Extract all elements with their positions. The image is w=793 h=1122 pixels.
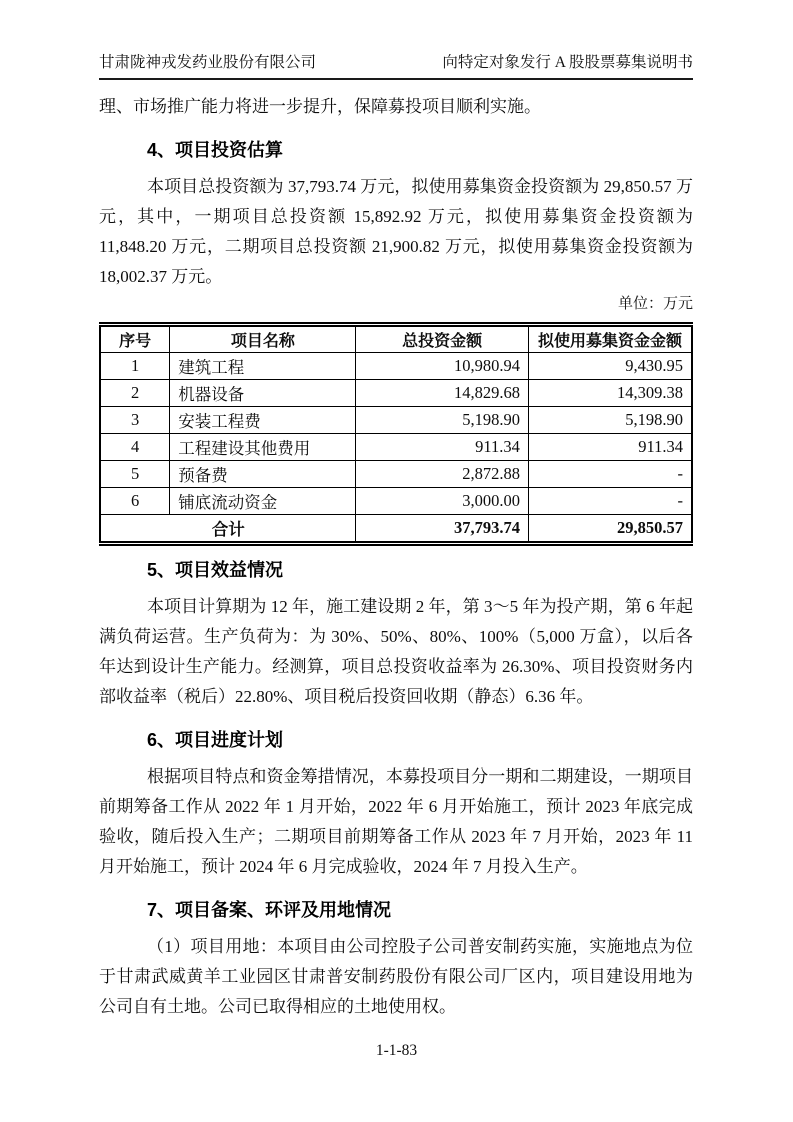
section-heading-6: 6、项目进度计划: [147, 730, 284, 750]
col-header-total-investment: 总投资金额: [356, 325, 529, 353]
cell-total-investment: 5,198.90: [356, 407, 529, 434]
section-7-paragraph: （1）项目用地：本项目由公司控股子公司普安制药实施，实施地点为位于甘肃武威黄羊工业园区甘肃普安制药股份有限公司厂区内，项目建设用地为公司自有土地。公司已取得相应的土地使用权。: [99, 937, 693, 1016]
section-5-paragraph: 本项目计算期为 12 年，施工建设期 2 年，第 3～5 年为投产期，第 6 年起满负荷运营。生产负荷为：为 30%、50%、80%、100%（5,000 万盒），以后各年达到设计生产能力。经测算，项目总投资收益率为 26.30%、项目投资财务内部收益率（税后）22.80%、项目税后投资回收期（静态）6.36 年。: [99, 597, 693, 706]
investment-estimate-table: [99, 322, 693, 546]
cell-project-name: 安装工程费: [170, 407, 356, 434]
cell-project-name: 工程建设其他费用: [170, 434, 356, 461]
page-number: 1-1-83: [375, 1042, 418, 1059]
table-row: [100, 407, 692, 434]
cell-raised-funds: 14,309.38: [528, 380, 692, 407]
cell-serial: 2: [100, 380, 170, 407]
cell-raised-funds: -: [528, 461, 692, 488]
cell-total-investment: 2,872.88: [356, 461, 529, 488]
section-heading-7: 7、项目备案、环评及用地情况: [147, 900, 392, 920]
section-4-paragraph: 本项目总投资额为 37,793.74 万元，拟使用募集资金投资额为 29,850.57 万元，其中，一期项目总投资额 15,892.92 万元，拟使用募集资金投资额为 11,848.20 万元，二期项目总投资额 21,900.82 万元，拟使用募集资金投资额为 18,002.37 万元。: [99, 177, 693, 286]
cell-project-name: 预备费: [170, 461, 356, 488]
section-heading-4: 4、项目投资估算: [147, 140, 284, 160]
section-6-paragraph: 根据项目特点和资金筹措情况，本募投项目分一期和二期建设，一期项目前期筹备工作从 2022 年 1 月开始，2022 年 6 月开始施工，预计 2023 年底完成验收，随后投入生产；二期项目前期筹备工作从 2023 年 7 月开始，2023 年 11 月开始施工，预计 2024 年 6 月完成验收，2024 年 7 月投入生产。: [99, 767, 693, 876]
cell-serial: 4: [100, 434, 170, 461]
cell-project-name: 机器设备: [170, 380, 356, 407]
cell-raised-funds: -: [528, 488, 692, 515]
page-header: [99, 52, 693, 80]
table-row: [100, 380, 692, 407]
table-total-row: [100, 515, 692, 544]
table-row: [100, 353, 692, 380]
cell-serial: 3: [100, 407, 170, 434]
cell-serial: 5: [100, 461, 170, 488]
cell-raised-funds: 911.34: [528, 434, 692, 461]
cell-serial: 6: [100, 488, 170, 515]
cell-total-investment: 10,980.94: [356, 353, 529, 380]
table-row: [100, 434, 692, 461]
section-heading-5: 5、项目效益情况: [147, 560, 284, 580]
table-row: [100, 488, 692, 515]
cell-total-investment: 3,000.00: [356, 488, 529, 515]
table-row: [100, 461, 692, 488]
cell-total-investment: 14,829.68: [356, 380, 529, 407]
cell-project-name: 铺底流动资金: [170, 488, 356, 515]
cell-total-investment-sum: 37,793.74: [356, 515, 529, 544]
table-unit-label: 单位：万元: [617, 296, 693, 312]
col-header-project-name: 项目名称: [170, 325, 356, 353]
cell-project-name: 建筑工程: [170, 353, 356, 380]
col-header-raised-funds: 拟使用募集资金金额: [528, 325, 692, 353]
cell-raised-funds: 5,198.90: [528, 407, 692, 434]
cell-raised-funds-sum: 29,850.57: [528, 515, 692, 544]
paragraph-continuation: 理、市场推广能力将进一步提升，保障募投项目顺利实施。: [99, 97, 541, 116]
header-document-title: 向特定对象发行 A 股股票募集说明书: [442, 54, 693, 71]
cell-total-label: 合计: [100, 515, 356, 544]
cell-serial: 1: [100, 353, 170, 380]
cell-raised-funds: 9,430.95: [528, 353, 692, 380]
cell-total-investment: 911.34: [356, 434, 529, 461]
col-header-serial: 序号: [100, 325, 170, 353]
table-header-row: [100, 325, 692, 353]
header-company-name: 甘肃陇神戎发药业股份有限公司: [99, 54, 317, 71]
